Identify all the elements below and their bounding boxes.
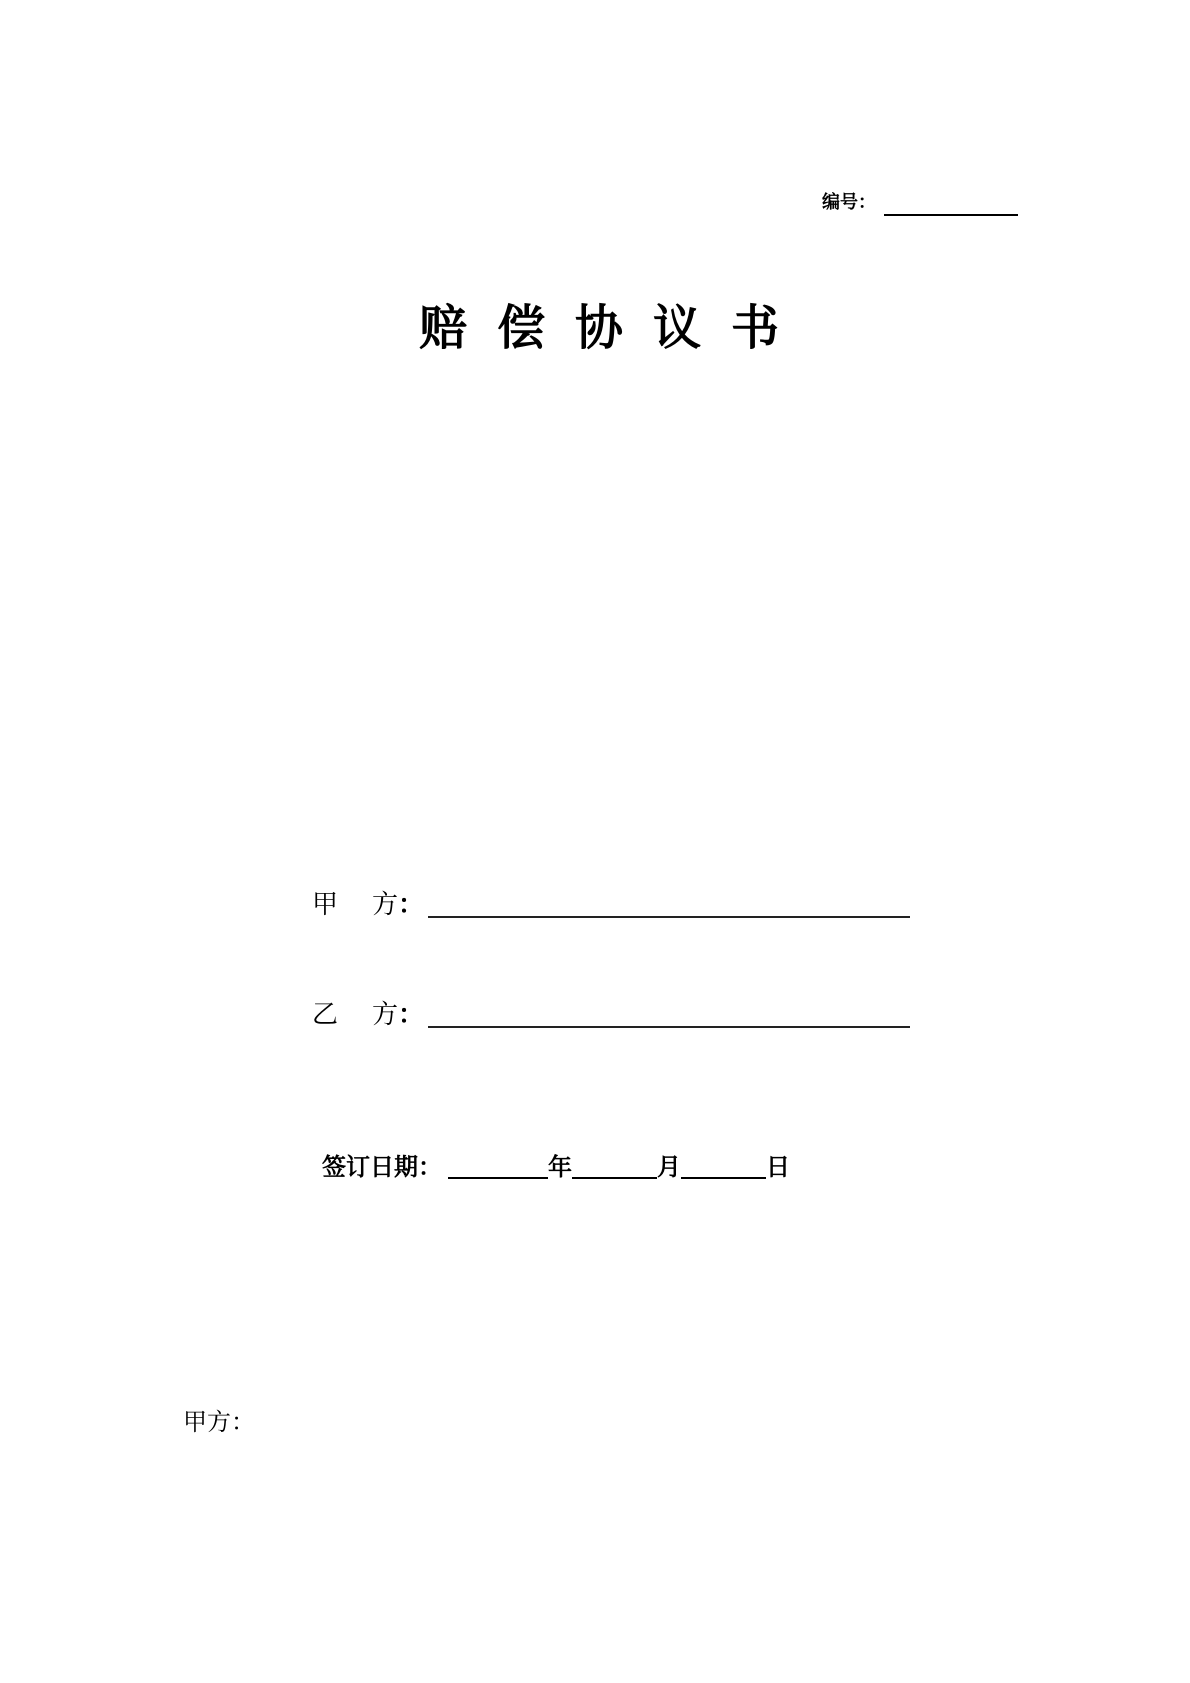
title-char: 赔: [419, 300, 468, 356]
year-unit: 年: [548, 1153, 572, 1181]
month-unit: 月: [657, 1153, 681, 1181]
serial-number-label: 编号：: [822, 192, 876, 213]
party-b-label-char2: 方: [372, 1000, 399, 1030]
title-char: 协: [575, 300, 624, 356]
title-char: 偿: [497, 300, 546, 356]
party-a-label-char1: 甲: [312, 890, 339, 920]
signing-date-label: 签订日期：: [322, 1153, 442, 1181]
month-field[interactable]: [572, 1151, 657, 1179]
signing-date-row: [322, 1150, 790, 1184]
title-char: 议: [653, 300, 702, 356]
party-a-label-char2: 方: [372, 890, 399, 920]
serial-number: [822, 190, 1018, 216]
title-char: 书: [731, 300, 780, 356]
party-a-colon: ：: [398, 890, 425, 920]
party-a-field[interactable]: [428, 888, 910, 918]
body-party-a-label: 甲方：: [183, 1408, 255, 1436]
day-unit: 日: [766, 1153, 790, 1181]
year-field[interactable]: [448, 1151, 548, 1179]
party-b-row: [312, 998, 910, 1032]
party-b-colon: ：: [398, 1000, 425, 1030]
serial-number-field[interactable]: [884, 192, 1018, 216]
party-b-field[interactable]: [428, 998, 910, 1028]
day-field[interactable]: [681, 1151, 766, 1179]
party-a-row: [312, 888, 910, 922]
document-title: [0, 298, 1190, 358]
party-b-label-char1: 乙: [312, 1000, 339, 1030]
